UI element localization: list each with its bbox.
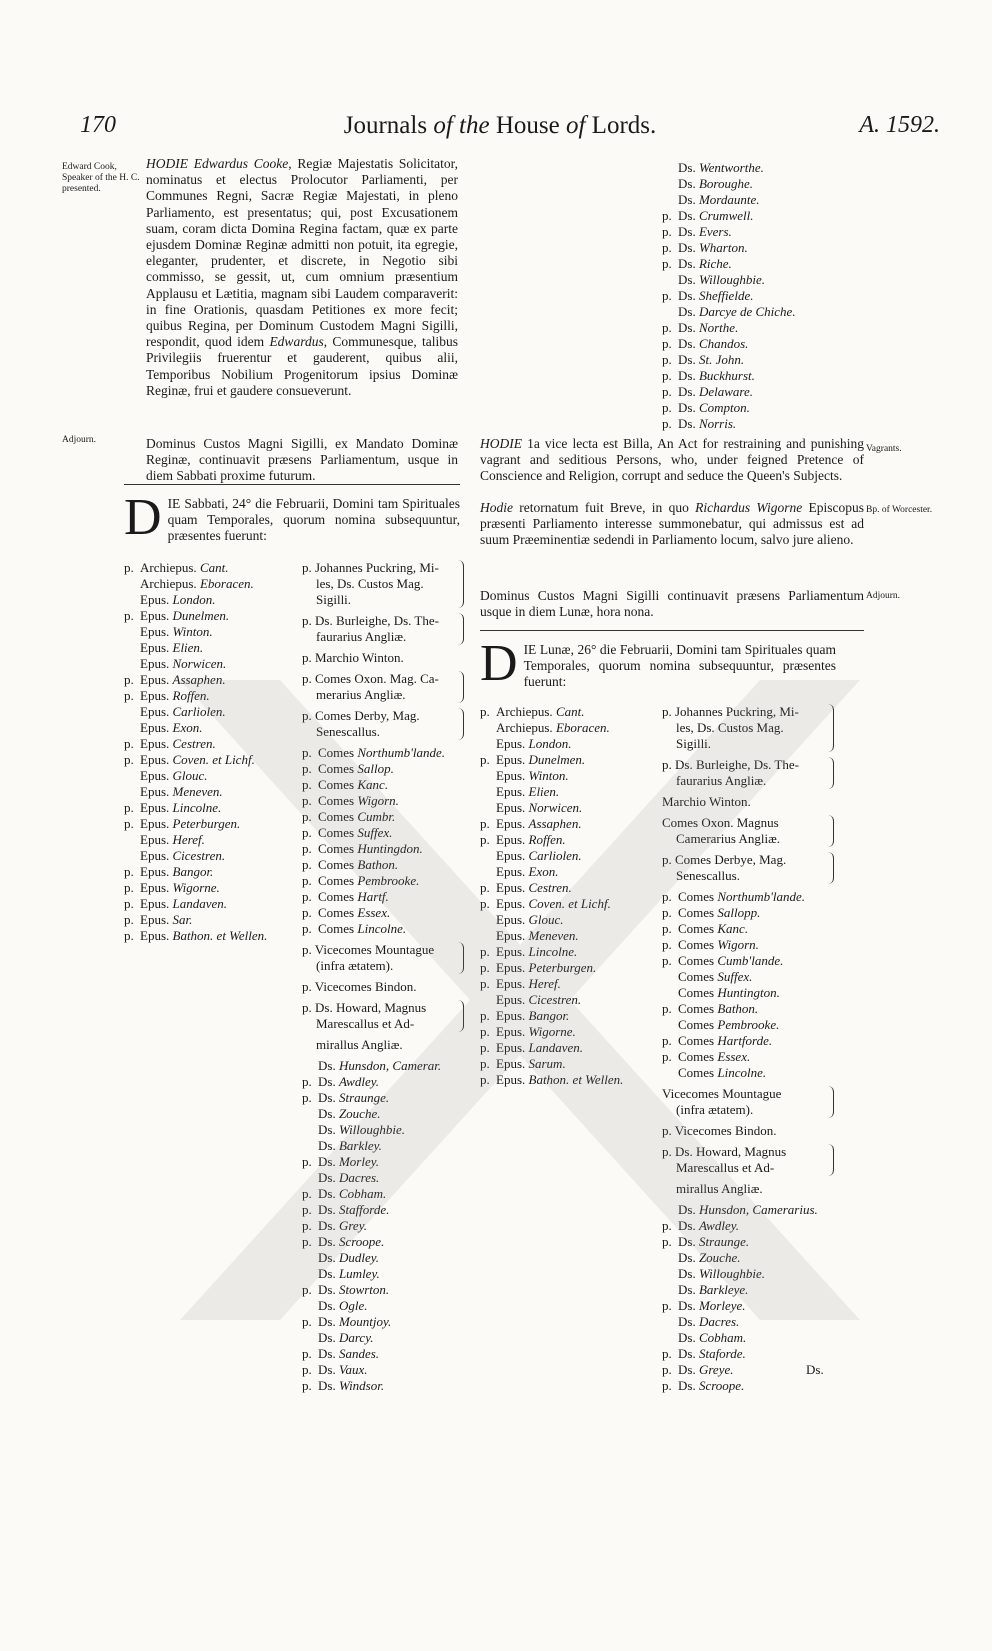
speaker-presentation-paragraph: HODIE Edwardus Cooke, Regiæ Majestatis Solicitator, nominatus et electus Prolocutor Parliamenti, per Communes Regni, Sacræ Regiæ Majestati, in pleno Parliamento, est presentatus; qui, post Excusationem suam, coram dicta Domina Regina factam, quæ ex parte ejusdem Dominæ Reginæ admitti non potuit, ita egregie, eleganter, prudenter, et discrete, in Negotio sibi commisso, se gessit, ut, cum omnium præsentium Applausu et Lætitia, magnam sibi Laudem comparaverit: in fine Orationis, quasdam Petitiones ex more fecit; quibus Regina, per Dominum Custodem Magni Sigilli, respondit, quod idem Edwardus, Communesque, talibus Privilegiis fruerentur et gauderent, quibus alii, Temporibus Nobilium Progenitorum ipsius Dominæ Reginæ, frui et gaudere consueverunt. [146,156,459,398]
lord-entry: Epus. Winton. [496,768,569,783]
lord-entry: Ds. Barkleye. [678,1282,749,1297]
lord-entry: Ds. Lumley. [318,1266,380,1281]
lord-entry: Epus. Carliolen. [140,704,226,719]
lord-entry: p. Ds. Northe. [662,320,739,335]
officer-entry: p. Ds. Burleighe, Ds. The- faurarius Angliæ. [662,757,834,789]
drop-initial: D [124,489,162,546]
officer-entry: mirallus Angliæ. [316,1037,403,1052]
lord-entry: Comes Lincolne. [678,1065,767,1080]
lord-entry: p. Epus. Bangor. [124,864,214,879]
lord-entry: p. Epus. Bangor. [480,1008,570,1023]
officer-entry: p. Johannes Puckring, Mi- les, Ds. Custos Mag. Sigilli. [302,560,464,608]
lord-entry: Epus. Meneven. [496,928,579,943]
lord-entry: p. Ds. Chandos. [662,336,749,351]
lord-entry: p. Ds. Delaware. [662,384,753,399]
lord-entry: p. Ds. Crumwell. [662,208,754,223]
adjournment-paragraph: Dominus Custos Magni Sigilli, ex Mandato Dominæ Reginæ, continuavit præsens Parliamentum, usque in diem Sabbati proxime futurum. [146,436,458,484]
lord-entry: p. Ds. Straunge. [302,1090,390,1105]
lord-entry: p. Epus. Cestren. [124,736,216,751]
lord-entry: p. Epus. Bathon. et Wellen. [124,928,268,943]
continued-lords-list [662,160,852,432]
year-label: A. 1592. [859,112,940,138]
section-divider [124,484,460,485]
drop-initial: D [480,635,518,692]
lord-entry: p. Ds. Stowrton. [302,1282,390,1297]
lord-entry: p. Ds. Sandes. [302,1346,380,1361]
lord-entry: Ds. Willoughbie. [678,272,766,287]
lord-entry: Ds. Dacres. [678,1314,740,1329]
lord-entry: p. Ds. Compton. [662,400,750,415]
section-divider-2 [480,630,864,631]
lord-entry: p. Comes Bathon. [662,1001,759,1016]
officer-entry: p. Comes Derby, Mag. Senescallus. [302,708,464,740]
lord-entry: p. Comes Sallop. [302,761,394,776]
lord-entry: Epus. Elien. [140,640,204,655]
lord-entry: Epus. Meneven. [140,784,223,799]
lord-entry: p. Epus. Assaphen. [124,672,226,687]
lord-entry: Ds. Zouche. [678,1250,741,1265]
lord-entry: Ds. Darcy. [318,1330,374,1345]
lord-entry: Ds. Ogle. [318,1298,368,1313]
lord-entry: Ds. Darcye de Chiche. [678,304,796,319]
lord-entry: p. Comes Essex. [662,1049,751,1064]
vagrants-bill-paragraph: HODIE 1a vice lecta est Billa, An Act for restraining and punishing vagrant and seditious Persons, who, under feigned Pretence of Conscience and Religion, corrupt and seduce the Queen's Subjects. [480,436,865,484]
officer-entry: p. Vicecomes Mountague (infra ætatem). [302,942,464,974]
officer-entry: p. Marchio Winton. [302,650,404,665]
lord-entry: Ds. Mordaunte. [678,192,760,207]
lunae-heading: D IE Lunæ, 26° die Februarii, Domini tam Spirituales quam Temporales, quorum nomina subsequuntur, præsentes fuerunt: [480,635,836,692]
lord-entry: Comes Pembrooke. [678,1017,780,1032]
officer-entry: p. Comes Derbye, Mag. Senescallus. [662,852,834,884]
lunae-temporal-lords-list [662,704,834,1394]
officer-entry: p. Vicecomes Bindon. [662,1123,777,1138]
lord-entry: p. Epus. Roffen. [124,688,210,703]
bishop-writ-paragraph: Hodie retornatum fuit Breve, in quo Richardus Wigorne Episcopus præsenti Parliamento interesse summonebatur, qui admissus est ad suum Præeminentiæ sedendi in Parliamento locum, salvo jure alieno. [480,500,864,548]
lord-entry: p. Epus. Coven. et Lichf. [480,896,611,911]
lord-entry: p. Comes Kanc. [302,777,389,792]
lord-entry: p. Comes Lincolne. [302,921,407,936]
sabbati-temporal-lords-list [302,560,464,1394]
officer-entry: p. Vicecomes Bindon. [302,979,417,994]
lord-entry: p. Comes Pembrooke. [302,873,420,888]
lord-entry: Epus. Winton. [140,624,213,639]
lord-entry: p. Comes Wigorn. [662,937,759,952]
lord-entry: p. Ds. Riche. [662,256,732,271]
lord-entry: Epus. Cicestren. [140,848,226,863]
lord-entry: p. Ds. Awdley. [302,1074,380,1089]
lord-entry: p. Comes Wigorn. [302,793,399,808]
lord-entry: p. Epus. Assaphen. [480,816,582,831]
lord-entry: p. Ds. St. John. [662,352,745,367]
lord-entry: p. Ds. Windsor. [302,1378,385,1393]
officer-entry: p. Ds. Howard, Magnus Marescallus et Ad- [662,1144,834,1176]
officer-entry: p. Ds. Howard, Magnus Marescallus et Ad- [302,1000,464,1032]
lord-entry: p. Epus. Peterburgen. [124,816,241,831]
lord-entry: p. Epus. Heref. [480,976,561,991]
margin-note-bishop: Bp. of Worcester. [866,505,933,515]
lord-entry: Ds. Hunsdon, Camerar. [318,1058,442,1073]
lord-entry: p. Epus. Wigorne. [480,1024,576,1039]
lord-entry: Ds. Willoughbie. [318,1122,406,1137]
lord-entry: p. Ds. Morley. [302,1154,380,1169]
lord-entry: p. Ds. Straunge. [662,1234,750,1249]
lord-entry: p. Comes Kanc. [662,921,749,936]
lord-entry: p. Comes Northumb'lande. [302,745,446,760]
lord-entry: p. Comes Cumbr. [302,809,396,824]
margin-note-speaker: Edward Cook, Speaker of the H. C. presented. [62,162,140,194]
lord-entry: Epus. Cicestren. [496,992,582,1007]
lord-entry: p. Ds. Greye. [662,1362,734,1377]
lord-entry: p. Ds. Mountjoy. [302,1314,392,1329]
lord-entry: p. Epus. Dunelmen. [480,752,586,767]
lord-entry: Epus. Norwicen. [140,656,227,671]
lord-entry: Comes Suffex. [678,969,753,984]
sabbati-heading: D IE Sabbati, 24° die Februarii, Domini tam Spirituales quam Temporales, quorum nomina subsequuntur, præsentes fuerunt: [124,489,460,546]
lord-entry: p. Comes Bathon. [302,857,399,872]
lord-entry: p. Comes Northumb'lande. [662,889,806,904]
catchword: Ds. [806,1362,824,1377]
lord-entry: Epus. Glouc. [140,768,208,783]
lord-entry: p. Epus. Cestren. [480,880,572,895]
lord-entry: p. Epus. Dunelmen. [124,608,230,623]
lord-entry: p. Epus. Landaven. [124,896,228,911]
lord-entry: p. Ds. Scroope. [662,1378,745,1393]
lord-entry: Epus. Glouc. [496,912,564,927]
lord-entry: p. Ds. Cobham. [302,1186,387,1201]
lord-entry: p. Epus. Peterburgen. [480,960,597,975]
adjournment-paragraph-2: Dominus Custos Magni Sigilli continuavit præsens Parliamentum usque in diem Lunæ, hora nona. [480,588,864,620]
running-header [60,112,940,148]
lord-entry: p. Comes Huntingdon. [302,841,423,856]
lunae-spiritual-lords-list [480,704,660,1088]
lord-entry: p. Epus. Lincolne. [124,800,222,815]
lord-entry: p. Ds. Scroope. [302,1234,385,1249]
officer-entry: p. Ds. Burleighe, Ds. The- faurarius Angliæ. [302,613,464,645]
margin-note-adjourn-2: Adjourn. [866,591,901,601]
lord-entry: p. Ds. Norris. [662,416,737,431]
lord-entry: p. Epus. Coven. et Lichf. [124,752,255,767]
page-title: Journals of the House of Lords. [343,112,657,139]
officer-entry: p. Comes Oxon. Mag. Ca- merarius Angliæ. [302,671,464,703]
officer-entry: Vicecomes Mountague (infra ætatem). [662,1086,834,1118]
lord-entry: p. Comes Sallopp. [662,905,761,920]
lord-entry: Ds. Dacres. [318,1170,380,1185]
lord-entry: p. Ds. Sheffielde. [662,288,754,303]
lord-entry: Epus. London. [496,736,572,751]
officer-entry: mirallus Angliæ. [676,1181,763,1196]
margin-note-adjourn: Adjourn. [62,435,97,445]
lord-entry: p. Epus. Landaven. [480,1040,584,1055]
lord-entry: p. Ds. Morleye. [662,1298,746,1313]
lord-entry: p. Comes Hartf. [302,889,389,904]
page-number: 170 [80,112,116,138]
lord-entry: p. Ds. Grey. [302,1218,367,1233]
lord-entry: Ds. Cobham. [678,1330,747,1345]
officer-entry: p. Johannes Puckring, Mi- les, Ds. Custos Mag. Sigilli. [662,704,834,752]
lord-entry: Epus. Norwicen. [496,800,583,815]
lord-entry: p. Comes Cumb'lande. [662,953,784,968]
lord-entry: Epus. Carliolen. [496,848,582,863]
lord-entry: Epus. Exon. [140,720,203,735]
lord-entry: p. Ds. Wharton. [662,240,748,255]
lord-entry: p. Epus. Lincolne. [480,944,578,959]
lord-entry: Ds. Hunsdon, Camerarius. [678,1202,818,1217]
lord-entry: Epus. London. [140,592,216,607]
lord-entry: p. Comes Essex. [302,905,391,920]
lord-entry: Epus. Elien. [496,784,560,799]
lord-entry: Ds. Boroughe. [678,176,753,191]
lord-entry: Comes Huntington. [678,985,780,1000]
officer-entry: Comes Oxon. Magnus Camerarius Angliæ. [662,815,834,847]
lord-entry: p. Comes Hartforde. [662,1033,773,1048]
lord-entry: Archiepus. Eboracen. [140,576,254,591]
lord-entry: Ds. Zouche. [318,1106,381,1121]
lord-entry: p. Ds. Staforde. [662,1346,746,1361]
lord-entry: Ds. Wentworthe. [678,160,764,175]
lord-entry: Epus. Exon. [496,864,559,879]
lord-entry: Epus. Heref. [140,832,205,847]
lord-entry: p. Ds. Evers. [662,224,732,239]
lord-entry: p. Epus. Bathon. et Wellen. [480,1072,624,1087]
margin-note-vagrants: Vagrants. [866,444,902,454]
lord-entry: p. Ds. Stafforde. [302,1202,390,1217]
lord-entry: p. Archiepus. Cant. [124,560,229,575]
lord-entry: p. Ds. Awdley. [662,1218,740,1233]
lord-entry: p. Ds. Vaux. [302,1362,368,1377]
lord-entry: Archiepus. Eboracen. [496,720,610,735]
lord-entry: p. Epus. Wigorne. [124,880,220,895]
sabbati-spiritual-lords-list [124,560,294,944]
lord-entry: Ds. Barkley. [318,1138,382,1153]
lord-entry: Ds. Dudley. [318,1250,380,1265]
lord-entry: Ds. Willoughbie. [678,1266,766,1281]
lord-entry: p. Epus. Roffen. [480,832,566,847]
lord-entry: p. Comes Suffex. [302,825,393,840]
lord-entry: p. Archiepus. Cant. [480,704,585,719]
lord-entry: p. Ds. Buckhurst. [662,368,755,383]
officer-entry: Marchio Winton. [662,794,751,809]
lord-entry: p. Epus. Sar. [124,912,193,927]
lord-entry: p. Epus. Sarum. [480,1056,566,1071]
